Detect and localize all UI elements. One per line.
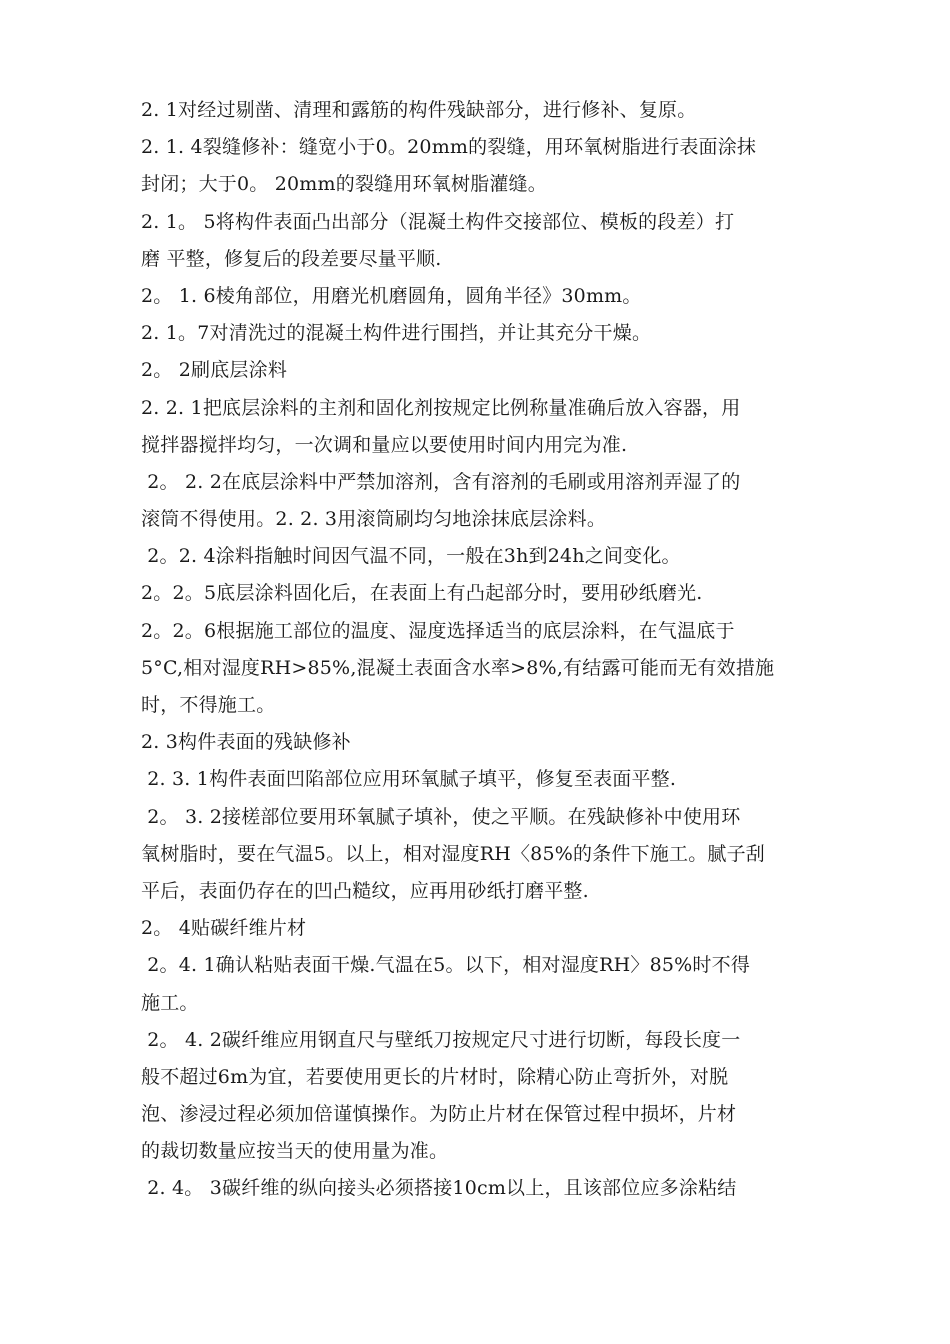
text-line: 2。2. 4涂料指触时间因气温不同，一般在3h到24h之间变化。 [141, 545, 681, 568]
text-line: 2. 1。7对清洗过的混凝土构件进行围挡，并让其充分干燥。 [141, 322, 652, 345]
text-line: 2. 3. 1构件表面凹陷部位应用环氧腻子填平，修复至表面平整. [141, 768, 677, 791]
text-line: 搅拌器搅拌均匀，一次调和量应以要使用时间内用完为准. [141, 433, 628, 456]
section-heading: 2。 2刷底层涂料 [141, 359, 288, 382]
document-body [141, 92, 821, 1208]
text-line: 平后，表面仍存在的凹凸糙纹，应再用砂纸打磨平整. [141, 879, 589, 902]
text-line: 般不超过6m为宜，若要使用更长的片材时，除精心防止弯折外，对脱 [141, 1065, 729, 1088]
section-heading: 2. 3构件表面的残缺修补 [141, 731, 351, 754]
text-line: 泡、渗浸过程必须加倍谨慎操作。为防止片材在保管过程中损坏，片材 [141, 1103, 737, 1126]
text-line: 2. 1. 4裂缝修补：缝宽小于0。20mm的裂缝，用环氧树脂进行表面涂抹 [141, 136, 757, 159]
text-line: 2。 2. 2在底层涂料中严禁加溶剂，含有溶剂的毛刷或用溶剂弄湿了的 [141, 470, 741, 493]
text-line: 封闭；大于0。 20mm的裂缝用环氧树脂灌缝。 [141, 173, 547, 196]
section-heading: 2。 4贴碳纤维片材 [141, 917, 307, 940]
text-line: 2。 1. 6棱角部位，用磨光机磨圆角，圆角半径》30mm。 [141, 284, 642, 307]
text-line: 氧树脂时，要在气温5。以上，相对湿度RH〈85%的条件下施工。腻子刮 [141, 842, 765, 865]
text-line: 的裁切数量应按当天的使用量为准。 [141, 1140, 449, 1163]
text-line: 2。 4. 2碳纤维应用钢直尺与壁纸刀按规定尺寸进行切断，每段长度一 [141, 1028, 741, 1051]
text-line: 施工。 [141, 991, 199, 1014]
text-line: 滚筒不得使用。2. 2. 3用滚筒刷均匀地涂抹底层涂料。 [141, 508, 607, 531]
text-line: 磨 平整，修复后的段差要尽量平顺. [141, 247, 442, 270]
text-line: 2. 1。 5将构件表面凸出部分（混凝土构件交接部位、模板的段差）打 [141, 210, 735, 233]
text-line: 2. 1对经过剔凿、清理和露筋的构件残缺部分，进行修补、复原。 [141, 99, 697, 121]
text-line: 2。4. 1确认粘贴表面干燥.气温在5。以下，相对湿度RH〉85%时不得 [141, 954, 751, 977]
text-line: 5°C,相对湿度RH>85%,混凝土表面含水率>8%,有结露可能而无有效措施 [141, 656, 775, 679]
text-line: 2。 3. 2接槎部位要用环氧腻子填补，使之平顺。在残缺修补中使用环 [141, 805, 741, 828]
text-line: 时，不得施工。 [141, 694, 276, 716]
text-line: 2. 2. 1把底层涂料的主剂和固化剂按规定比例称量准确后放入容器，用 [141, 396, 741, 419]
text-line: 2。2。6根据施工部位的温度、湿度选择适当的底层涂料，在气温底于 [141, 619, 735, 642]
text-line: 2. 4。 3碳纤维的纵向接头必须搭接10cm以上，且该部位应多涂粘结 [141, 1177, 737, 1200]
text-line: 2。2。5底层涂料固化后，在表面上有凸起部分时，要用砂纸磨光. [141, 582, 703, 605]
